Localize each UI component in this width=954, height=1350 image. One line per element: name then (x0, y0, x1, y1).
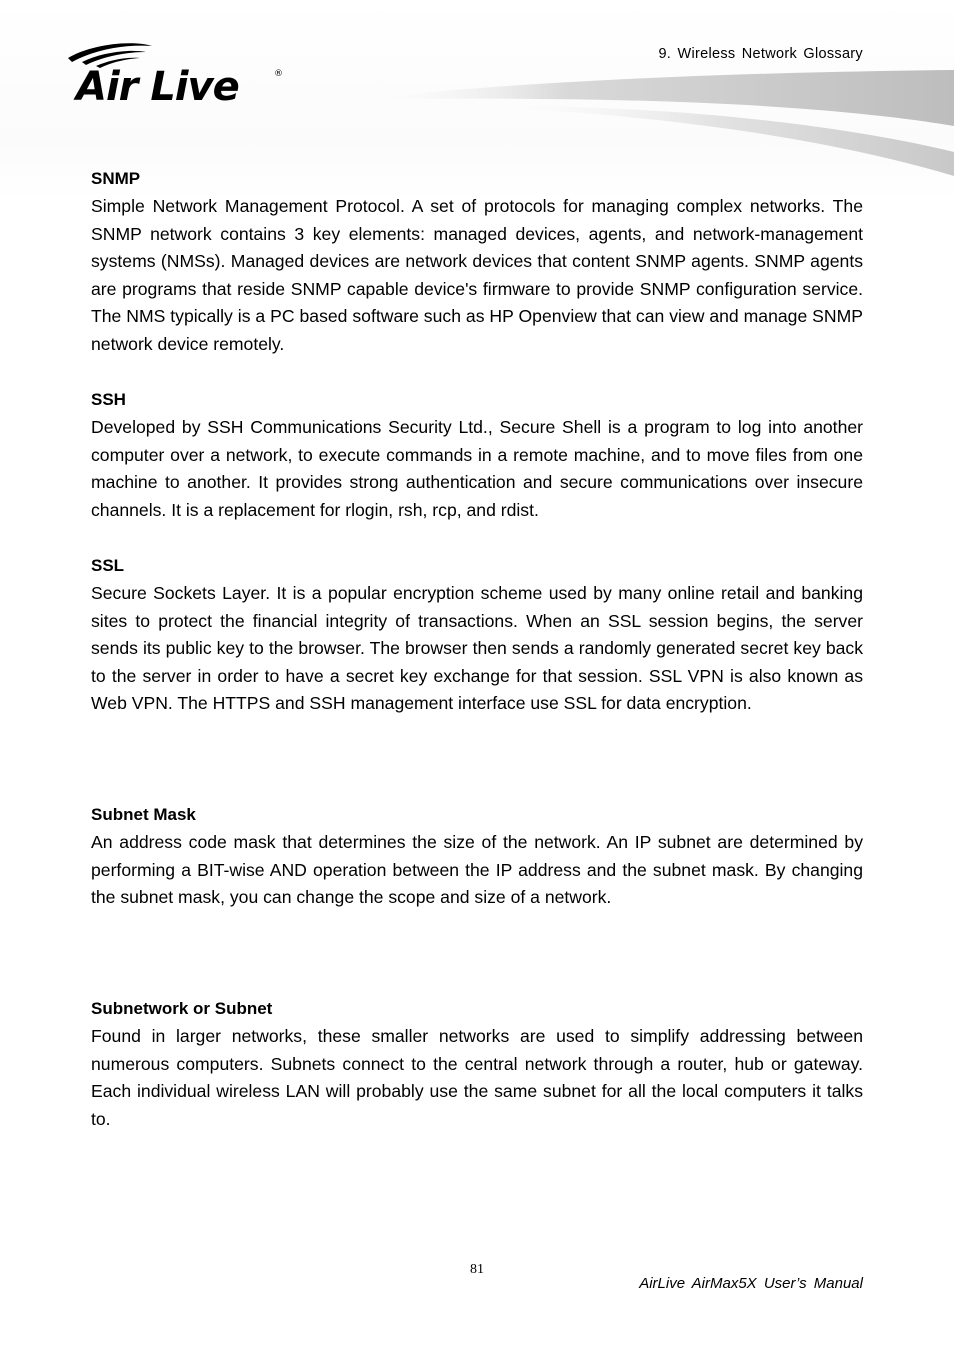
manual-title: AirLive AirMax5X User’s Manual (639, 1275, 863, 1292)
section-title: 9. Wireless Network Glossary (658, 46, 863, 62)
entry-definition: An address code mask that determines the size of the network. An IP subnet are determined by performing a BIT-wise AND operation between the IP address and the subnet mask. By changing the subnet mask, you can change the scope and size of a network. (91, 832, 863, 908)
glossary-entry-snmp (91, 167, 863, 359)
glossary-entry-ssl (91, 554, 863, 718)
page-number: 81 (470, 1262, 484, 1277)
entry-definition: Secure Sockets Layer. It is a popular encryption scheme used by many online retail and banking sites to protect the financial integrity of transactions. When an SSL session begins, the server sends its public key to the browser. The browser then sends a randomly generated secret key back to the server in order to have a secret key exchange for that session. SSL VPN is also known as Web VPN. The HTTPS and SSH management interface use SSL for data encryption. (91, 583, 863, 714)
entry-term: SSL (91, 556, 125, 575)
glossary-entry-subnet-mask (91, 803, 863, 912)
svg-text:®: ® (274, 69, 283, 79)
entry-term: SSH (91, 390, 126, 409)
entry-term: SNMP (91, 169, 141, 188)
entry-definition: Found in larger networks, these smaller networks are used to simplify addressing between numerous computers. Subnets connect to the central network through a router, hub or gateway. Each individual wireless LAN will probably use the same subnet for all the local computers it talks to. (91, 1026, 863, 1129)
entry-definition: Simple Network Management Protocol. A set of protocols for managing complex networks. The SNMP network contains 3 key elements: managed devices, agents, and network-management systems (NMSs). Managed devices are network devices that content SNMP agents. SNMP agents are programs that reside SNMP capable device's firmware to provide SNMP configuration service. The NMS typically is a PC based software such as HP Openview that can view and manage SNMP network device remotely. (91, 196, 863, 354)
glossary-entry-subnetwork (91, 997, 863, 1133)
glossary-entry-ssh (91, 388, 863, 524)
entry-term: Subnet Mask (91, 805, 196, 824)
svg-text:Air Live: Air Live (76, 64, 239, 110)
entry-definition: Developed by SSH Communications Security Ltd., Secure Shell is a program to log into another computer over a network, to execute commands in a remote machine, and to move files from one machine to another. It provides strong authentication and secure communications over insecure channels. It is a replacement for rlogin, rsh, rcp, and rdist. (91, 417, 863, 520)
entry-term: Subnetwork or Subnet (91, 999, 273, 1018)
airlive-logo (62, 40, 292, 110)
